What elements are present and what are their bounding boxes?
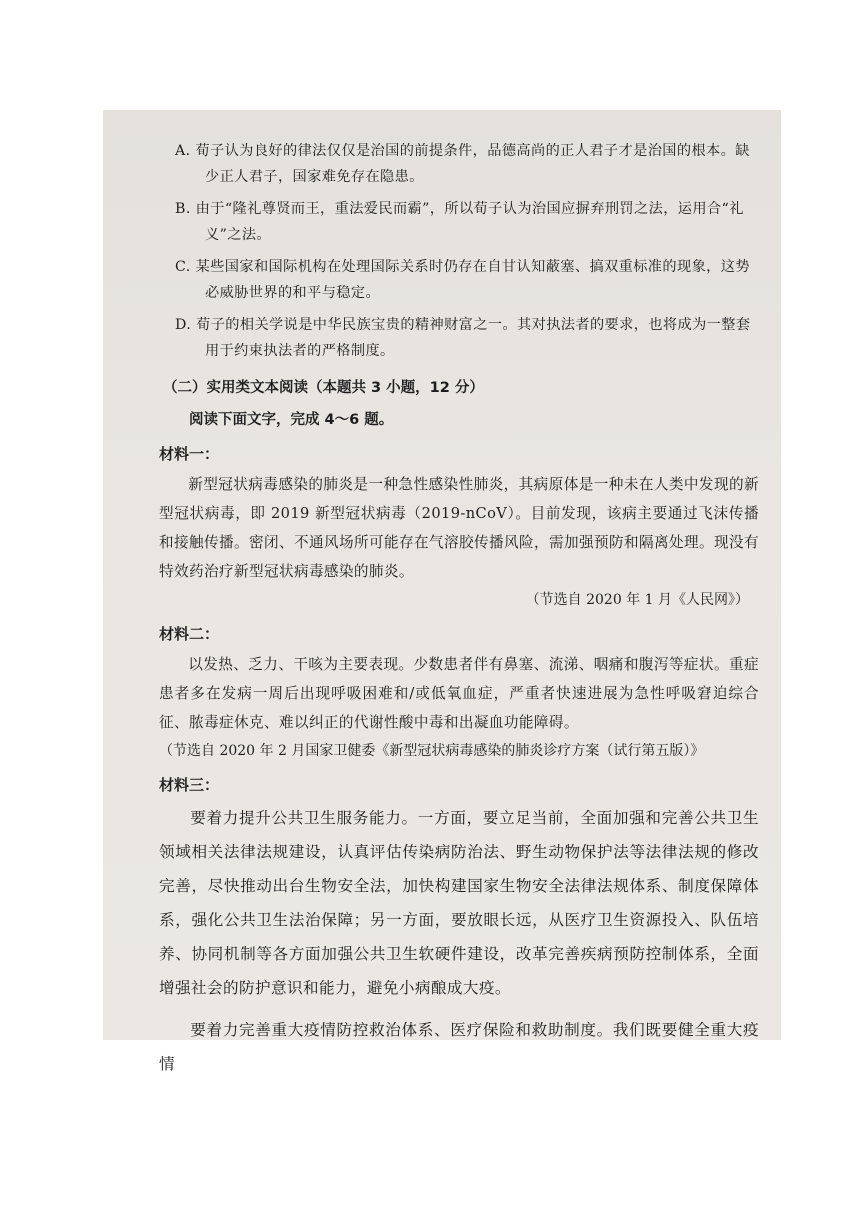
material-3-body-continued: 要着力完善重大疫情防控救治体系、医疗保险和救助制度。我们既要健全重大疫情 — [159, 1021, 759, 1073]
section-title: （二）实用类文本阅读（本题共 3 小题，12 分） — [163, 380, 484, 396]
option-b — [159, 196, 759, 248]
scanned-page-photo — [103, 110, 781, 1073]
option-text: 荀子的相关学说是中华民族宝贵的精神财富之一。其对执法者的要求，也将成为一整套用于约束执法者的严格制度。 — [196, 317, 751, 359]
option-text: 荀子认为良好的律法仅仅是治国的前提条件，品德高尚的正人君子才是治国的根本。缺少正人君子，国家难免存在隐患。 — [195, 143, 750, 185]
option-letter: D. — [175, 317, 192, 333]
option-letter: B. — [175, 201, 191, 217]
material-1-body: 新型冠状病毒感染的肺炎是一种急性感染性肺炎，其病原体是一种未在人类中发现的新型冠状病毒，即 2019 新型冠状病毒（2019-nCoV）。目前发现，该病主要通过飞沫传播和接触传播。密闭、不通风场所可能存在气溶胶传播风险，需加强预防和隔离处理。现没有特效药治疗新型冠状病毒感染的肺炎。 — [159, 476, 759, 580]
option-a — [159, 138, 759, 190]
material-3-title: 材料三： — [159, 776, 220, 794]
instruction: 阅读下面文字，完成 4～6 题。 — [189, 412, 394, 428]
material-1-source: （节选自 2020 年 1 月《人民网》） — [525, 592, 749, 608]
option-letter: C. — [175, 259, 191, 275]
option-letter: A. — [175, 143, 191, 159]
option-c — [159, 254, 759, 306]
option-text: 某些国家和国际机构在处理国际关系时仍存在自甘认知蔽塞、搞双重标准的现象，这势必威胁世界的和平与稳定。 — [195, 259, 750, 301]
option-text: 由于“隆礼尊贤而王，重法爱民而霸”，所以荀子认为治国应摒弃刑罚之法，运用合“礼义”之法。 — [195, 201, 744, 243]
material-1-title: 材料一： — [159, 445, 220, 463]
material-3-body: 要着力提升公共卫生服务能力。一方面，要立足当前，全面加强和完善公共卫生领域相关法律法规建设，认真评估传染病防治法、野生动物保护法等法律法规的修改完善，尽快推动出台生物安全法，加快构建国家生物安全法律法规体系、制度保障体系，强化公共卫生法治保障；另一方面，要放眼长远，从医疗卫生资源投入、队伍培养、协同机制等各方面加强公共卫生软硬件建设，改革完善疾病预防控制体系，全面增强社会的防护意识和能力，避免小病酿成大疫。 — [159, 809, 759, 997]
material-2-title: 材料二： — [159, 625, 220, 643]
material-2-source: （节选自 2020 年 2 月国家卫健委《新型冠状病毒感染的肺炎诊疗方案（试行第五版）》 — [159, 743, 705, 759]
option-d — [159, 312, 759, 364]
material-2-body: 以发热、乏力、干咳为主要表现。少数患者伴有鼻塞、流涕、咽痛和腹泻等症状。重症患者多在发病一周后出现呼吸困难和/或低氧血症，严重者快速进展为急性呼吸窘迫综合征、脓毒症休克、难以纠正的代谢性酸中毒和出凝血功能障碍。 — [159, 656, 759, 731]
